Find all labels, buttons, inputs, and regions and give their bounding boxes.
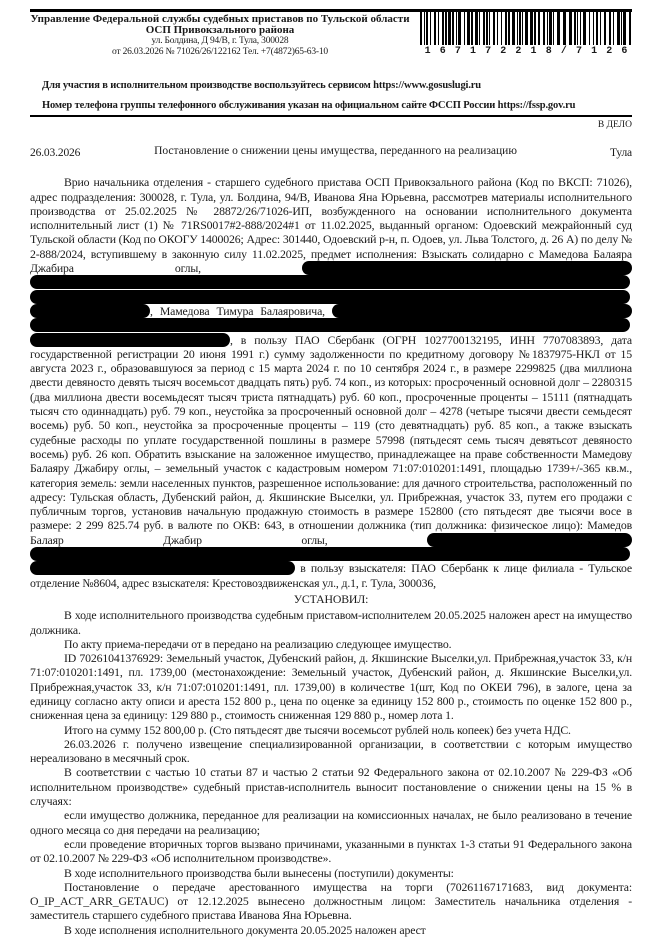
intro-text-2: , Мамедова Тимура Балаяровича,	[150, 303, 325, 318]
barcode-bar	[613, 12, 614, 45]
gosuslugi-note: Для участия в исполнительном производстве воспользуйтесь сервисом https://www.gosuslugi.ru	[42, 80, 481, 91]
document-city: Тула	[610, 147, 632, 159]
body-paragraph: если проведение вторичных торгов вызвано причинами, указанными в пунктах 1-3 статьи 91 Федерального закона от 02.10.2007 № 229-ФЗ «Об исполнительном производстве».	[30, 836, 632, 866]
barcode-bar	[456, 12, 457, 45]
body-paragraph: В ходе исполнения исполнительного документа 20.05.2025 наложен арест	[64, 922, 426, 937]
barcode-bar	[596, 12, 598, 45]
barcode-bar	[497, 12, 498, 45]
body-paragraph: ID 70261041376929: Земельный участок, Дубенский район, д. Якшинские Выселки,ул. Прибрежная,участок 33, к/н 71:07:010201:1491, пл. 1739,00 (местонахождение: Земельный участок, Дубенский район, д. Якшинские Выселки,ул. Прибрежная,участок 33, к/н 71:07:010201:1491, пл. 1739,00) в количестве 1(шт, Код по ОКЕИ 796), в залоге, цена за единицу согласно акту описи и ареста 152 800 р., цена по оценке за единицу 152 800 р., стоимость по оценке 152 800 р., сниженная цена за единицу: 129 880 р., стоимость сниженная 129 880 р., номер лота 1.	[30, 651, 632, 723]
barcode-digits	[420, 46, 632, 57]
barcode-digit: 6	[621, 46, 628, 57]
phone-note: Номер телефона группы телефонного обслуживания указан на официальном сайте ФССП России https://fssp.gov.ru	[42, 100, 576, 111]
barcode-bar	[434, 12, 436, 45]
intro-text-3: , в пользу ПАО Сбербанк (ОГРН 1027700132195, ИНН 7707083893, дата государственной регистрации 20 июня 1991 г.) сумму задолженности по кредитному договору №1837975-НКЛ от 15 августа 2023 г., образовавшуюся за период с 15 марта 2024 г. по 10 сентября 2024 г., в размере 2299825 (два миллиона двести девяносто девять тысяч восемьсот двадцать пять) руб. 74 коп., из которых: просроченный основной долг – 2280315 (два миллиона двести восемьдесят тысяч триста пятнадцать) руб. 60 коп., просроченные проценты – 15111 (пятнадцать тысяч сто одиннадцать) руб. 79 коп., неустойка за просроченный основной долг – 4278 (четыре тысячи двести семьдесят восемь) руб. 50 коп., неустойка за просроченные проценты – 119 (сто девятнадцать) руб. 85 коп., а также взыскать судебные расходы по уплате государственной пошлины в размере 57998 (пятьдесят семь тысяч девятьсот девяносто восемь) руб. 26 коп. Обратить взыскание на заложенное имущество, принадлежащее на праве собственности Мамедову Балаяру Джабиру оглы, – земельный участок с кадастровым номером 71:07:010201:1491, площадью 1739+/-365 кв.м., категория земель: земли населенных пунктов, разрешенное использование: для дачного строительства, расположенный по адресу: Тульская область, Дубенский район, д. Якшинские Выселки, ул. Прибрежная, участок 33, путем его продажи с публичным торгов, установив начальную продажную стоимость в размере 152800 (сто пятьдесят две тысячи восе в размере: 2 299 825.74 руб. в валюте по ОКВ: 643, в отношении должника (тип должника: физическое лицо): Мамедов Балаяр Джабир оглы,	[30, 332, 632, 547]
barcode-bar	[577, 12, 578, 45]
barcode-bar	[629, 12, 631, 45]
barcode-bar	[580, 12, 581, 45]
barcode-digit: /	[560, 46, 567, 57]
barcode-bar	[505, 12, 507, 45]
barcode-digit: 7	[454, 46, 461, 57]
barcode-bar	[420, 12, 422, 45]
redaction	[30, 290, 630, 304]
barcode-bar	[464, 12, 465, 45]
barcode-bar	[508, 12, 510, 45]
redaction	[332, 304, 632, 318]
barcode-bar	[549, 12, 552, 45]
barcode-bar	[563, 12, 566, 45]
barcode-bar	[609, 12, 611, 45]
barcode-bar	[593, 12, 594, 45]
barcode-bar	[493, 12, 495, 45]
established-heading: УСТАНОВИЛ:	[293, 591, 369, 606]
barcode-bar	[557, 12, 560, 45]
barcode-bar	[512, 12, 515, 45]
barcode-bar	[621, 12, 622, 45]
barcode-bar	[442, 12, 444, 45]
barcode-bar	[604, 12, 606, 45]
barcode-digit: 1	[469, 46, 476, 57]
intro-paragraph	[30, 175, 632, 590]
barcode-bar	[530, 12, 533, 45]
intro-text-1: Врио начальника отделения - старшего судебного пристава ОСП Привокзального района (Код по ВКСП: 71026), адрес подразделения: 300028, г. Тула, ул. Болдина, 94/В, Иванова Яна Юрьевна, рассмотрев материалы исполнительного производства от 25.02.2025 № 28872/26/71026-ИП, возбужденного на основании исполнительного документа исполнительный лист (1) № 71RS0017#2-888/2024#1 от 11.02.2025, выданный органом: Одоевский межрайонный суд Тульской области (Код по ОКОГУ 1400026; Адрес: 301440, Одоевский р-н, п. Одоев, ул. Льва Толстого, д. 26 А) по делу № 2-888/2024, вступившему в законную силу 11.02.2025, предмет исполнения: Взыскать солидарно с Мамедова Балаяра Джабира оглы,	[30, 175, 632, 276]
barcode-bar	[525, 12, 528, 45]
redaction	[30, 304, 150, 318]
barcode-bar	[553, 12, 554, 45]
body-paragraph: В ходе исполнительного производства судебным приставом-исполнителем 20.05.2025 наложен арест на имущество должника.	[30, 608, 632, 637]
barcode-bar	[547, 12, 548, 45]
barcode-digit: 2	[500, 46, 507, 57]
barcode-digit: 7	[485, 46, 492, 57]
barcode-bar	[583, 12, 586, 45]
body-paragraph: По акту приема-передачи от в передано на реализацию следующее имущество.	[64, 636, 452, 651]
intro-text-4: в пользу взыскателя: ПАО Сбербанк к лице филиала - Тульское отделение №8604, адрес взыскателя: Крестовоздвиженская ул., д.1, г. Тула, 300036,	[30, 561, 632, 590]
document-title: Постановление о снижении цены имущества, переданного на реализацию	[154, 145, 517, 157]
barcode-bar	[569, 12, 572, 45]
body-paragraph: 26.03.2026 г. получено извещение специализированной организации, в соответствии с которым имущество нереализовано в месячный срок.	[30, 736, 632, 766]
redaction	[427, 533, 632, 547]
barcode-bar	[458, 12, 461, 45]
barcode-digit: 8	[545, 46, 552, 57]
body-paragraph: В соответствии с частью 10 статьи 87 и частью 2 статьи 92 Федерального закона от 02.10.2007 № 229-ФЗ «Об исполнительном производстве» судебный пристав-исполнитель выносит постановление о снижении цены на 15 % в случаях:	[30, 765, 632, 809]
barcode-bar	[519, 12, 521, 45]
barcode-bar	[483, 12, 485, 45]
redaction	[30, 275, 630, 289]
barcode-digit: 6	[439, 46, 446, 57]
v-delo-mark: В ДЕЛО	[597, 120, 632, 130]
barcode-bar	[471, 12, 473, 45]
redaction	[302, 261, 632, 275]
barcode-bar	[445, 12, 447, 45]
dept-address: ул. Болдина, Д 94/В, г. Тула, 300028	[151, 36, 289, 46]
barcode-bar	[617, 12, 620, 45]
barcode-bar	[452, 12, 454, 45]
body-paragraph: Постановление о передаче арестованного имущества на торги (70261167171683, вид документа: O_IP_ACT_ARR_GETAUC) от 12.12.2025 вынесено должностным лицом: Заместитель начальника отделения - заместитель старшего судебного пристава Иванова Яна Юрьевна.	[30, 879, 632, 923]
redaction	[30, 333, 230, 347]
barcode-bar	[501, 12, 502, 45]
doc-ref: от 26.03.2026 № 71026/26/122162 Тел. +7(4872)65-63-10	[112, 47, 328, 57]
barcode-bar	[424, 12, 425, 45]
barcode-bar	[475, 12, 478, 45]
header-rule	[30, 115, 632, 117]
redaction	[30, 547, 630, 561]
barcode-bar	[438, 12, 439, 45]
barcode-digit: 1	[591, 46, 598, 57]
barcode-bar	[517, 12, 518, 45]
dept-name: ОСП Привокзального района	[145, 24, 295, 36]
barcode-bar	[538, 12, 540, 45]
redaction	[30, 318, 630, 332]
letterhead	[30, 14, 410, 58]
barcode-bar	[489, 12, 490, 45]
barcode-bar	[467, 12, 470, 45]
barcode-bar	[623, 12, 626, 45]
barcode-digit: 2	[606, 46, 613, 57]
body-paragraph: Итого на сумму 152 800,00 р. (Сто пятьдесят две тысячи восемьсот рублей ноль копеек) без учета НДС.	[64, 722, 571, 737]
barcode-bar	[600, 12, 601, 45]
body-paragraph: если имущество должника, переданное для реализации на комиссионных началах, не было реализовано в течение одного месяца со дня передачи на реализацию;	[30, 808, 632, 837]
barcode-bar	[448, 12, 451, 45]
barcode-bar	[479, 12, 480, 45]
body-paragraph: В ходе исполнительного производства были вынесены (поступили) документы:	[64, 865, 454, 880]
barcode-bar	[486, 12, 488, 45]
barcode-digit: 2	[515, 46, 522, 57]
barcode-bar	[522, 12, 523, 45]
barcode-bar	[543, 12, 545, 45]
org-name: Управление Федеральной службы судебных приставов по Тульской области	[30, 13, 410, 25]
barcode-digit: 1	[530, 46, 537, 57]
barcode-bar	[574, 12, 576, 45]
barcode-bar	[534, 12, 536, 45]
barcode-digit: 1	[424, 46, 431, 57]
barcode-bar	[426, 12, 428, 45]
barcode-bar	[589, 12, 590, 45]
redaction	[30, 561, 295, 575]
barcode-bar	[430, 12, 431, 45]
document-date: 26.03.2026	[30, 147, 81, 159]
barcode-digit: 7	[575, 46, 582, 57]
